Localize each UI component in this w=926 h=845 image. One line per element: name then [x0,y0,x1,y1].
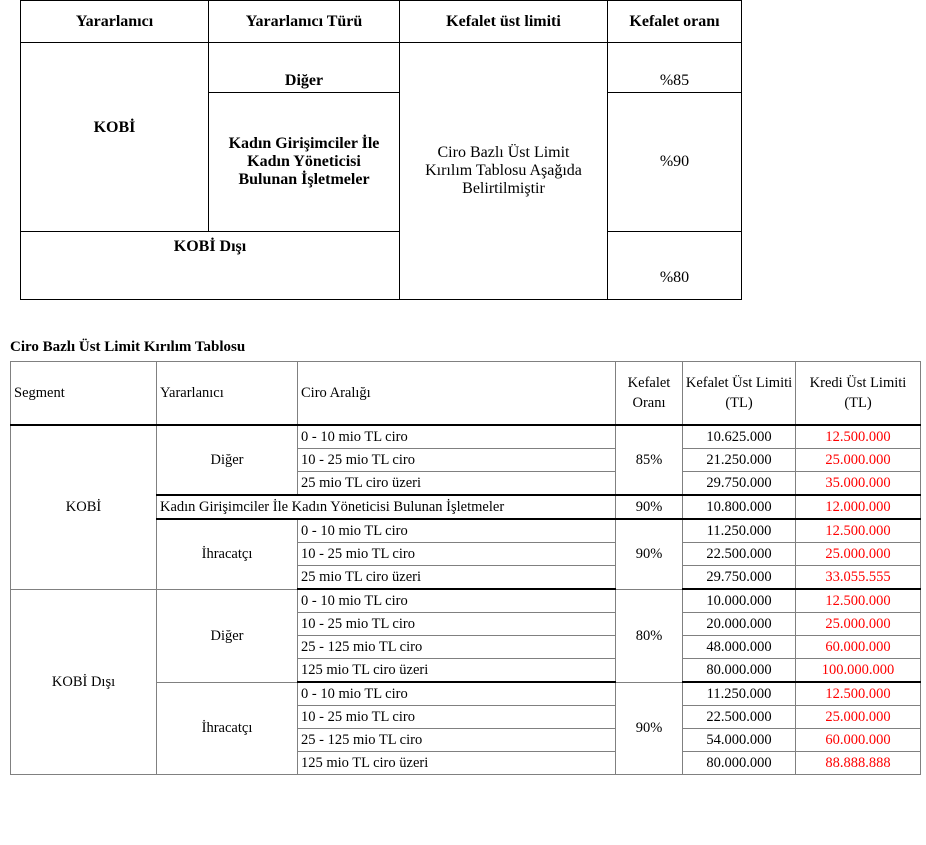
oran-cell: 90% [616,495,683,519]
kredi-cell: 88.888.888 [796,752,921,775]
kefalet-cell: 10.000.000 [683,589,796,613]
kobi-kadin-label: Kadın Girişimciler İle Kadın Yöneticisi Bulunan İşletmeler [157,495,616,519]
ciro-cell: 25 - 125 mio TL ciro [298,729,616,752]
kredi-cell: 60.000.000 [796,636,921,659]
kefalet-cell: 29.750.000 [683,566,796,590]
kredi-cell: 35.000.000 [796,472,921,496]
oran-kobi-disi-cell: %80 [608,232,742,300]
kobi-disi-cell: KOBİ Dışı [21,232,400,300]
header-yararlanici: Yararlanıcı [21,1,209,43]
kefalet-cell: 80.000.000 [683,752,796,775]
kefalet-cell: 11.250.000 [683,682,796,706]
kefalet-cell: 29.750.000 [683,472,796,496]
kredi-cell: 12.500.000 [796,425,921,449]
kredi-cell: 12.500.000 [796,519,921,543]
kadin-cell: Kadın Girişimciler İle Kadın Yöneticisi Bulunan İşletmeler [209,93,400,232]
ciro-cell: 10 - 25 mio TL ciro [298,543,616,566]
kobi-ihracatci-label: İhracatçı [157,519,298,589]
oran-kadin-cell: %90 [608,93,742,232]
header-segment: Segment [11,362,157,426]
table2-title: Ciro Bazlı Üst Limit Kırılım Tablosu [10,339,246,355]
guarantee-summary-table [20,0,742,300]
diger-cell: Diğer [209,43,400,93]
header-kefalet-ust-limiti: Kefalet üst limiti [400,1,608,43]
disi-ihracatci-label: İhracatçı [157,682,298,775]
table2-header-row [11,362,921,426]
kefalet-cell: 21.250.000 [683,449,796,472]
header-ciro-araligi: Ciro Aralığı [298,362,616,426]
kredi-cell: 12.500.000 [796,682,921,706]
oran-cell: 90% [616,519,683,589]
ciro-cell: 25 mio TL ciro üzeri [298,472,616,496]
kobi-cell: KOBİ [21,43,209,232]
ciro-cell: 0 - 10 mio TL ciro [298,682,616,706]
kefalet-cell: 80.000.000 [683,659,796,683]
kefalet-cell: 48.000.000 [683,636,796,659]
kefalet-cell: 22.500.000 [683,706,796,729]
table1-header-row [21,1,742,43]
kefalet-cell: 11.250.000 [683,519,796,543]
table-row [11,589,921,613]
ciro-cell: 125 mio TL ciro üzeri [298,659,616,683]
header-kredi-ust-limiti: Kredi Üst Limiti (TL) [796,362,921,426]
segment-kobi-disi: KOBİ Dışı [11,589,157,775]
header-kefalet-ust-limiti: Kefalet Üst Limiti (TL) [683,362,796,426]
segment-kobi: KOBİ [11,425,157,589]
kredi-cell: 25.000.000 [796,613,921,636]
ciro-cell: 0 - 10 mio TL ciro [298,425,616,449]
kredi-cell: 12.000.000 [796,495,921,519]
kobi-diger-label: Diğer [157,425,298,495]
kredi-cell: 25.000.000 [796,543,921,566]
header-kefalet-orani: Kefalet oranı [608,1,742,43]
kefalet-cell: 10.800.000 [683,495,796,519]
ciro-cell: 10 - 25 mio TL ciro [298,613,616,636]
kredi-cell: 12.500.000 [796,589,921,613]
kredi-cell: 60.000.000 [796,729,921,752]
oran-cell: 80% [616,589,683,682]
kredi-cell: 25.000.000 [796,706,921,729]
kredi-cell: 100.000.000 [796,659,921,683]
header-yararlanici: Yararlanıcı [157,362,298,426]
kefalet-cell: 10.625.000 [683,425,796,449]
table-row [11,425,921,449]
header-yararlanici-turu: Yararlanıcı Türü [209,1,400,43]
disi-diger-label: Diğer [157,589,298,682]
header-kefalet-orani: Kefalet Oranı [616,362,683,426]
kefalet-cell: 54.000.000 [683,729,796,752]
oran-diger-cell: %85 [608,43,742,93]
oran-cell: 85% [616,425,683,495]
ciro-cell: 0 - 10 mio TL ciro [298,589,616,613]
kefalet-ust-limiti-cell: Ciro Bazlı Üst Limit Kırılım Tablosu Aşağıda Belirtilmiştir [400,43,608,300]
kredi-cell: 25.000.000 [796,449,921,472]
ciro-cell: 25 - 125 mio TL ciro [298,636,616,659]
ciro-cell: 10 - 25 mio TL ciro [298,706,616,729]
ciro-cell: 0 - 10 mio TL ciro [298,519,616,543]
ciro-cell: 125 mio TL ciro üzeri [298,752,616,775]
turnover-limit-table [10,361,921,775]
kefalet-cell: 20.000.000 [683,613,796,636]
kefalet-cell: 22.500.000 [683,543,796,566]
ciro-cell: 10 - 25 mio TL ciro [298,449,616,472]
ciro-cell: 25 mio TL ciro üzeri [298,566,616,590]
oran-cell: 90% [616,682,683,775]
kredi-cell: 33.055.555 [796,566,921,590]
